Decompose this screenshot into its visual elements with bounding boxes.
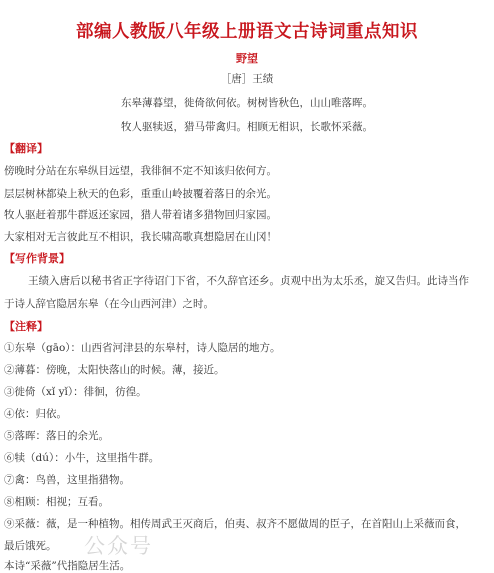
note-item: 最后饿死。	[4, 540, 57, 552]
note-item: ⑦禽：鸟兽，这里指猎物。	[4, 474, 130, 486]
poem-verse-2: 牧人驱犊返，猎马带禽归。相顾无相识，长歌怀采薇。	[121, 121, 373, 133]
background-heading: 【写作背景】	[4, 252, 70, 265]
document-title: 部编人教版八年级上册语文古诗词重点知识	[76, 22, 418, 42]
note-item: ⑥犊（dú）：小牛，这里指牛群。	[4, 452, 160, 464]
background-line: 王绩入唐后以秘书省正字待诏门下省，不久辞官还乡。贞观中出为太乐丞，旋又告归。此诗当作	[28, 275, 469, 287]
note-item: ⑧相顾：相视；互看。	[4, 496, 109, 508]
note-item: ③徙倚（xǐ yǐ）：徘徊，彷徨。	[4, 386, 147, 398]
translation-line: 牧人驱赶着那牛群返还家园，猎人带着诸多猎物回归家园。	[4, 209, 277, 221]
note-item: ②薄暮：傍晚，太阳快落山的时候。薄，接近。	[4, 364, 225, 376]
translation-line: 大家相对无言彼此互不相识，我长啸高歌真想隐居在山冈！	[4, 231, 277, 243]
note-item: ①东皋（gāo）：山西省河津县的东皋村，诗人隐居的地方。	[4, 342, 281, 354]
notes-heading: 【注释】	[4, 320, 48, 333]
translation-line: 层层树林都染上秋天的色彩，重重山岭披覆着落日的余光。	[4, 188, 277, 200]
poem-title: 野望	[236, 52, 258, 65]
poem-verse-1: 东皋薄暮望，徙倚欲何依。树树皆秋色，山山唯落晖。	[121, 97, 373, 109]
translation-heading: 【翻译】	[4, 142, 48, 155]
background-line: 于诗人辞官隐居东皋（在今山西河津）之时。	[4, 298, 214, 310]
note-item: ⑨采薇：薇，是一种植物。相传周武王灭商后，伯夷、叔齐不愿做周的臣子，在首阳山上采薇而食，	[4, 518, 466, 530]
watermark: 公众号	[84, 534, 153, 558]
note-item: ④依：归依。	[4, 408, 67, 420]
poem-author: ［唐］王绩	[220, 73, 274, 85]
translation-line: 傍晚时分站在东皋纵目远望，我徘徊不定不知该归依何方。	[4, 165, 277, 177]
note-item: 本诗“采薇”代指隐居生活。	[4, 560, 131, 572]
note-item: ⑤落晖：落日的余光。	[4, 430, 109, 442]
